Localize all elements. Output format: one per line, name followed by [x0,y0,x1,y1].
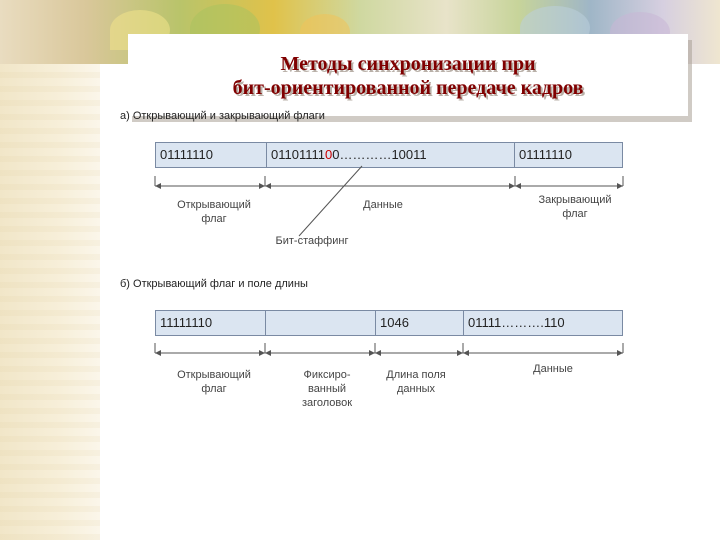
frame-a-ticks [155,176,623,186]
frame-b-length: 1046 [376,311,464,335]
label-a-data: Данные [363,199,403,211]
label-b-open-flag-line2: флаг [201,383,227,395]
label-a-open-flag-line2: флаг [201,213,227,225]
label-b-fixed-line2: ванный [307,383,347,395]
frame-b-ticks [155,343,623,353]
frame-a-close-flag: 01111110 [519,147,573,162]
label-b-fixed-line1: Фиксиро- [303,369,351,381]
section-a-caption: а) Открывающий и закрывающий флаги [120,110,325,122]
bit-stuffing-pointer [299,166,362,236]
label-b-length-line1: Длина поля [386,369,446,381]
frame-a-stuffed-bit: 0 [324,147,333,162]
frame-a-open-flag: 01111110 [156,143,267,167]
frame-a-data-rest: 0…………10011 [332,147,427,162]
frame-a-data-prefix: 01101111 [271,147,325,162]
frame-b-data: 01111……….110 [468,315,565,330]
title-line-2: бит-ориентированной передаче кадров [232,77,584,99]
label-b-data: Данные [533,363,573,375]
label-a-close-flag-line1: Закрывающий [538,194,612,206]
label-b-length-line2: данных [396,383,436,395]
section-b-caption: б) Открывающий флаг и поле длины [120,278,308,290]
label-a-close-flag-line2: флаг [562,208,588,220]
label-a-open-flag-line1: Открывающий [177,199,251,211]
label-bit-stuffing: Бит-стаффинг [275,235,349,247]
frame-b-open-flag: 11111110 [156,311,266,335]
title-line-1: Методы синхронизации при [280,53,536,75]
label-b-fixed-line3: заголовок [301,397,353,409]
label-b-open-flag-line1: Открывающий [177,369,251,381]
